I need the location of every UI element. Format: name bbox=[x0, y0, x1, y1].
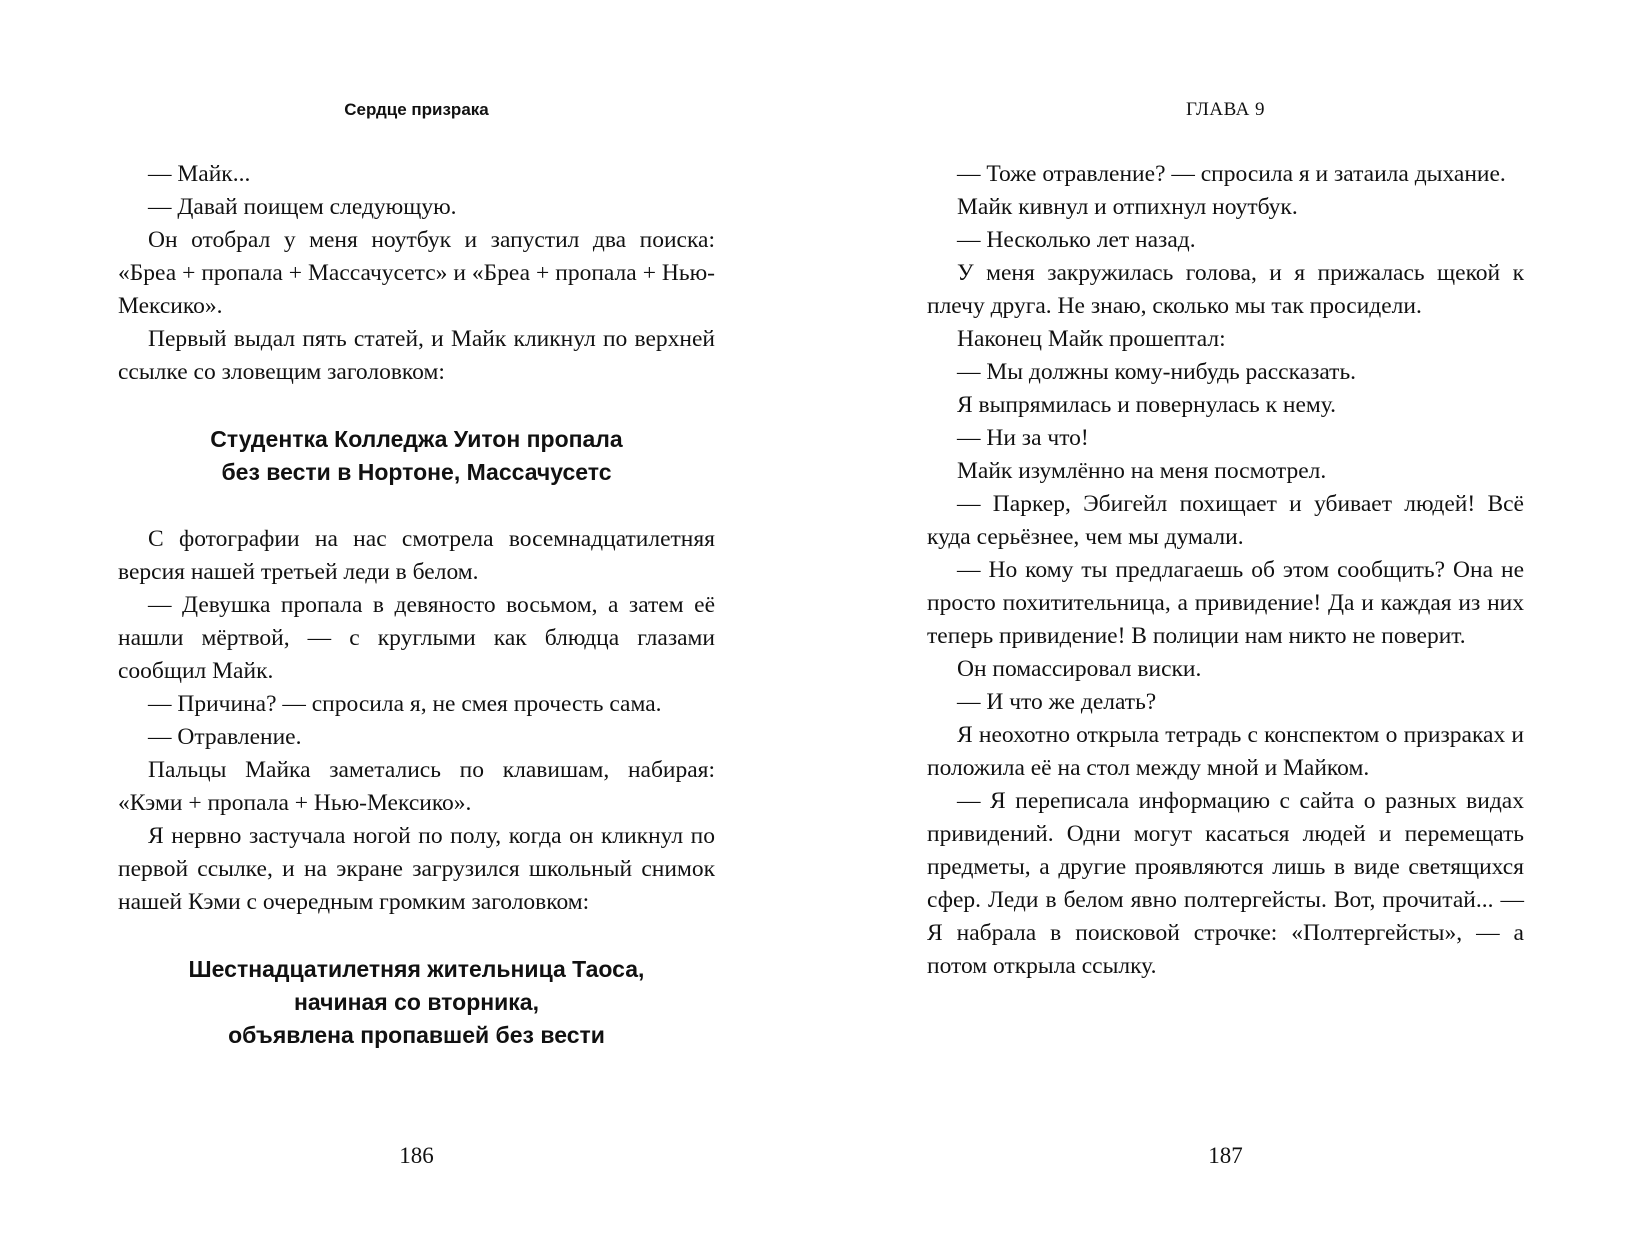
paragraph: — Майк... bbox=[148, 161, 251, 187]
article-headline bbox=[118, 953, 715, 1052]
paragraph: Майк изумлённо на меня посмотрел. bbox=[957, 458, 1327, 484]
paragraph: Наконец Майк прошептал: bbox=[957, 326, 1226, 352]
paragraph: Он отобрал у меня ноутбук и запустил два поиска: «Бреа + пропала + Массачусетс» и «Бреа + пропала + Нью-Мексико». bbox=[118, 227, 715, 319]
paragraph: — Отравление. bbox=[148, 724, 302, 750]
paragraph: — Тоже отравление? — спросила я и затаила дыхание. bbox=[957, 161, 1506, 187]
paragraph: — Несколько лет назад. bbox=[957, 227, 1196, 253]
paragraph: Пальцы Майка заметались по клавишам, набирая: «Кэми + пропала + Нью-Мексико». bbox=[118, 757, 715, 816]
running-head-book-title: Сердце призрака bbox=[344, 100, 489, 119]
headline-line: Шестнадцатилетняя жительница Таоса, bbox=[188, 956, 645, 982]
paragraph: — Но кому ты предлагаешь об этом сообщить? Она не просто похитительница, а привидение! Да и каждая из них теперь привидение! В полиции нам никто не поверит. bbox=[927, 557, 1524, 649]
headline-line: объявлена пропавшей без вести bbox=[228, 1022, 605, 1048]
paragraph: — Мы должны кому-нибудь рассказать. bbox=[957, 359, 1357, 385]
paragraph: С фотографии на нас смотрела восемнадцатилетняя версия нашей третьей леди в белом. bbox=[118, 526, 715, 585]
paragraph: Я неохотно открыла тетрадь с конспектом о призраках и положила её на стол между мной и Майком. bbox=[927, 722, 1524, 781]
paragraph: — Я переписала информацию с сайта о разных видах привидений. Одни могут касаться людей и перемещать предметы, а другие проявляются лишь в виде светящихся сфер. Леди в белом явно полтергейсты. Вот, прочитай... — Я набрала в поисковой строчке: «Полтергейсты», — а потом открыла ссылку. bbox=[927, 788, 1524, 979]
paragraph: — Причина? — спросила я, не смея прочесть сама. bbox=[148, 691, 662, 717]
article-headline bbox=[118, 423, 715, 489]
paragraph: — Девушка пропала в девяносто восьмом, а затем её нашли мёртвой, — с круглыми как блюдца глазами сообщил Майк. bbox=[118, 592, 715, 684]
paragraph: Я выпрямилась и повернулась к нему. bbox=[957, 392, 1337, 418]
paragraph: Первый выдал пять статей, и Майк кликнул по верхней ссылке со зловещим заголовком: bbox=[118, 326, 715, 385]
paragraph: У меня закружилась голова, и я прижалась щекой к плечу друга. Не знаю, сколько мы так просидели. bbox=[927, 260, 1524, 319]
paragraph: — И что же делать? bbox=[957, 689, 1157, 715]
paragraph: — Паркер, Эбигейл похищает и убивает людей! Всё куда серьёзнее, чем мы думали. bbox=[927, 491, 1524, 550]
paragraph: Майк кивнул и отпихнул ноутбук. bbox=[957, 194, 1298, 220]
page-number: 187 bbox=[1208, 1143, 1243, 1168]
paragraph: Я нервно застучала ногой по полу, когда он кликнул по первой ссылке, и на экране загрузился школьный снимок нашей Кэми с очередным громким заголовком: bbox=[118, 823, 715, 915]
headline-line: Студентка Колледжа Уитон пропала bbox=[210, 426, 623, 452]
paragraph: — Давай поищем следующую. bbox=[148, 194, 457, 220]
running-head-chapter: ГЛАВА 9 bbox=[1185, 99, 1266, 120]
right-page-body bbox=[927, 158, 1524, 983]
paragraph: — Ни за что! bbox=[957, 425, 1089, 451]
headline-line: без вести в Нортоне, Массачусетс bbox=[221, 459, 612, 485]
paragraph: Он помассировал виски. bbox=[957, 656, 1202, 682]
headline-line: начиная со вторника, bbox=[294, 989, 539, 1015]
page-number: 186 bbox=[399, 1143, 434, 1168]
left-page bbox=[118, 0, 715, 1252]
right-page bbox=[927, 0, 1524, 1252]
left-page-body bbox=[118, 158, 715, 1052]
